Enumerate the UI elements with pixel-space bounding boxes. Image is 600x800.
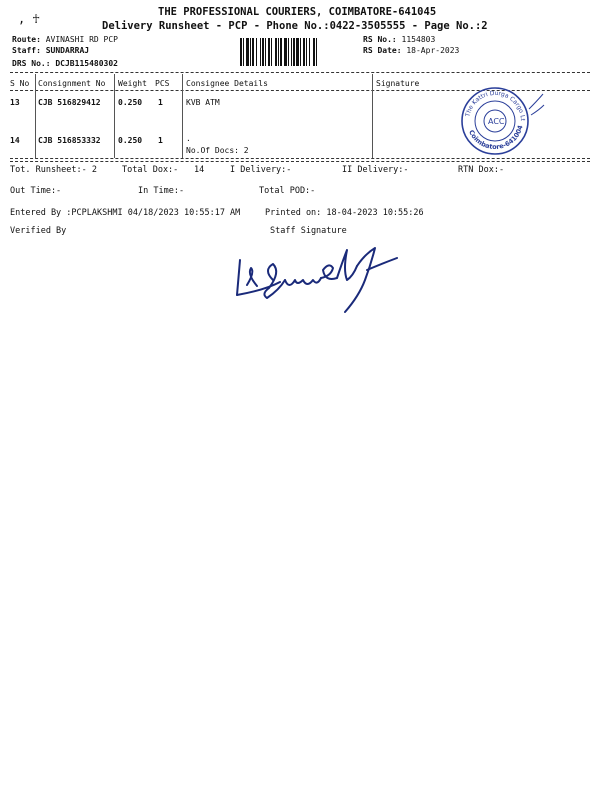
divider-bottom-2 xyxy=(10,161,590,162)
no-of-docs: No.Of Docs: 2 xyxy=(186,146,249,155)
divider-bottom xyxy=(10,158,590,159)
entered-by: Entered By :PCPLAKSHMI 04/18/2023 10:55:17 AM xyxy=(10,208,241,218)
rs-date-row xyxy=(363,46,459,55)
handwritten-signature xyxy=(225,240,415,320)
out-time: Out Time:- xyxy=(10,186,62,196)
total-pod: Total POD:- xyxy=(259,186,316,196)
barcode-bar xyxy=(284,38,287,66)
barcode-bar xyxy=(240,38,242,66)
staff-signature-label: Staff Signature xyxy=(270,226,347,236)
staff-row xyxy=(12,46,89,55)
barcode-bar xyxy=(296,38,299,66)
barcode-bar xyxy=(256,38,257,66)
route-label: Route: xyxy=(12,35,41,44)
table-row-consignee: . xyxy=(186,134,191,143)
stamp-center-text: ACC xyxy=(488,117,505,126)
table-row-consignment: CJB 516853332 xyxy=(38,136,101,145)
barcode-bar xyxy=(275,38,277,66)
table-row-pcs: 1 xyxy=(158,98,163,107)
barcode-bar xyxy=(288,38,289,66)
col-divider xyxy=(372,74,373,158)
barcode-bar xyxy=(303,38,305,66)
barcode-bar xyxy=(252,38,254,66)
divider-top xyxy=(10,72,590,73)
company-stamp xyxy=(453,84,545,158)
in-time: In Time:- xyxy=(138,186,185,196)
barcode-bar xyxy=(262,38,264,66)
rs-no-row xyxy=(363,35,435,44)
drs-value: DCJB115480302 xyxy=(55,59,118,68)
barcode-bar xyxy=(260,38,261,66)
total-dox-label: Total Dox:- xyxy=(122,165,179,175)
table-row-pcs: 1 xyxy=(158,136,163,145)
barcode-bar xyxy=(265,38,266,66)
col-header-consignee: Consignee Details xyxy=(186,79,268,88)
staff-label: Staff: xyxy=(12,46,41,55)
barcode-bar xyxy=(306,38,307,66)
col-divider xyxy=(182,74,183,158)
barcode-bar xyxy=(250,38,251,66)
barcode-bar xyxy=(316,38,317,66)
barcode-bar xyxy=(268,38,270,66)
col-header-sno: S No xyxy=(10,79,30,88)
printed-on: Printed on: 18-04-2023 10:55:26 xyxy=(265,208,424,218)
rs-date-value: 18-Apr-2023 xyxy=(406,46,460,55)
rs-date-label: RS Date: xyxy=(363,46,402,55)
barcode-bar xyxy=(243,38,244,66)
table-row-sno: 13 xyxy=(10,98,20,107)
barcode-bar xyxy=(300,38,301,66)
table-row-consignment: CJB 516829412 xyxy=(38,98,101,107)
col-header-weight: Weight xyxy=(118,79,147,88)
tot-runsheet: Tot. Runsheet:- 2 xyxy=(10,165,97,175)
barcode-bar xyxy=(291,38,292,66)
staff-value: SUNDARRAJ xyxy=(45,46,90,55)
drs-label: DRS No.: xyxy=(12,59,51,68)
barcode-bar xyxy=(309,38,310,66)
barcode-bar xyxy=(293,38,295,66)
rtn-dox: RTN Dox:- xyxy=(458,165,505,175)
col-header-signature: Signature xyxy=(376,79,420,88)
verified-by: Verified By xyxy=(10,226,67,236)
company-title: THE PROFESSIONAL COURIERS, COIMBATORE-641045 xyxy=(158,6,437,18)
rs-no-label: RS No.: xyxy=(363,35,397,44)
route-row xyxy=(12,35,118,44)
barcode-bar xyxy=(271,38,272,66)
rs-no-value: 1154803 xyxy=(401,35,436,44)
i-delivery: I Delivery:- xyxy=(230,165,292,175)
col-header-consignment: Consignment No xyxy=(38,79,106,88)
ii-delivery: II Delivery:- xyxy=(342,165,409,175)
col-divider xyxy=(114,74,115,158)
barcode-bar xyxy=(246,38,249,66)
barcode-bar xyxy=(278,38,279,66)
total-dox-value: 14 xyxy=(194,165,205,175)
table-row-weight: 0.250 xyxy=(118,98,143,107)
table-row-sno: 14 xyxy=(10,136,20,145)
stamp-bottom-text: Coimbatore-641004 xyxy=(467,124,525,152)
stamp-top-text: The Kattri Durga Cargo Lt xyxy=(464,89,527,122)
col-header-pcs: PCS xyxy=(155,79,170,88)
route-value: AVINASHI RD PCP xyxy=(45,35,118,44)
drs-row xyxy=(12,59,118,68)
barcode-bar xyxy=(280,38,282,66)
barcode-bar xyxy=(313,38,315,66)
scribble-mark: , ☥ xyxy=(18,12,40,26)
barcode-image xyxy=(240,38,358,66)
runsheet-subtitle: Delivery Runsheet - PCP - Phone No.:0422-3505555 - Page No.:2 xyxy=(102,20,488,32)
table-row-consignee: KVB ATM xyxy=(186,98,220,107)
table-row-weight: 0.250 xyxy=(118,136,143,145)
col-divider xyxy=(35,74,36,158)
